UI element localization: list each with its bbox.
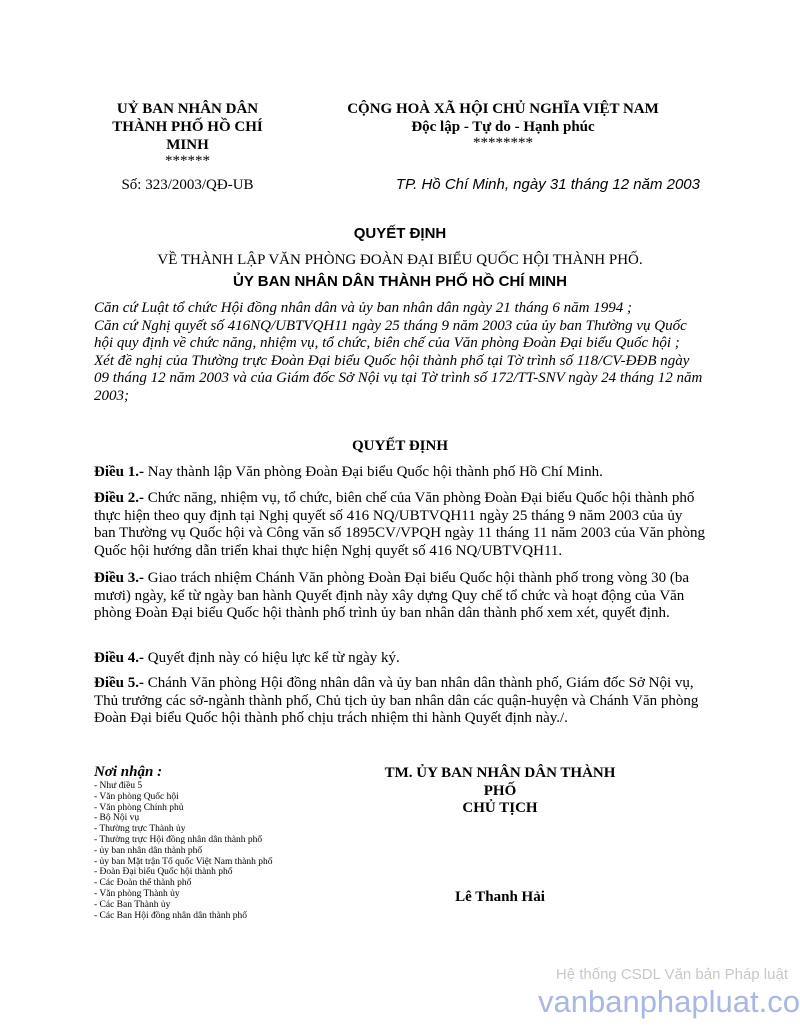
recipient-item: - ủy ban nhân dân thành phố (94, 845, 203, 856)
recipient-item: - Như điều 5 (94, 781, 143, 791)
watermark-site: vanbanphapluat.co (537, 984, 800, 1019)
article-4 (94, 650, 706, 668)
recipient-item: - Các Ban Thành ủy (94, 899, 171, 910)
article-text: Giao trách nhiệm Chánh Văn phòng Đoàn Đại biểu Quốc hội thành phố trong vòng 30 (ba mươi) ngày, kể từ ngày ban hành Quyết định này xây dựng Quy chế tổ chức và hoạt động của Văn phòng Đoàn Đại biểu Quốc hội thành phố trình ủy ban nhân dân thành phố xem xét, quyết định. (94, 570, 690, 621)
article-3 (94, 570, 706, 623)
place-date: TP. Hồ Chí Minh, ngày 31 tháng 12 năm 2003 (395, 176, 700, 193)
recipient-item: - Văn phòng Quốc hội (94, 791, 179, 802)
article-text: Quyết định này có hiệu lực kể từ ngày ký. (144, 650, 400, 666)
recipient-item: - Thường trực Hội đồng nhân dân thành phố (94, 834, 263, 845)
article-text: Chánh Văn phòng Hội đồng nhân dân và ủy ban nhân dân thành phố, Giám đốc Sở Nội vụ, Thủ trưởng các sở-ngành thành phố, Chủ tịch ủy ban nhân dân các quận-huyện và Chánh Văn phòng Đoàn Đại biểu Quốc hội thành phố chịu trách nhiệm thi hành Quyết định này./. (94, 675, 699, 726)
national-motto: Độc lập - Tự do - Hạnh phúc (411, 119, 595, 135)
authority-stars: ****** (165, 153, 210, 169)
signer-name: Lê Thanh Hải (455, 889, 545, 905)
recipient-item: - Văn phòng Thành ủy (94, 888, 180, 899)
article-1 (94, 464, 706, 482)
article-text: Nay thành lập Văn phòng Đoàn Đại biểu Quốc hội thành phố Hồ Chí Minh. (144, 464, 603, 480)
document-number: Số: 323/2003/QĐ-UB (121, 177, 254, 193)
article-label: Điều 3.- (94, 570, 144, 586)
decision-heading: QUYẾT ĐỊNH (352, 438, 448, 454)
recipient-item: - Văn phòng Chính phủ (94, 802, 184, 813)
article-2 (94, 490, 706, 560)
document-title: QUYẾT ĐỊNH (353, 225, 447, 242)
issuing-authority: UỶ BAN NHÂN DÂN THÀNH PHỐ HỒ CHÍ MINH (112, 101, 263, 153)
signature-org: TM. ỦY BAN NHÂN DÂN THÀNH PHỐ (384, 765, 616, 799)
recipients-list (94, 781, 354, 921)
article-label: Điều 4.- (94, 650, 144, 666)
recipients-heading: Nơi nhận : (94, 764, 163, 780)
article-label: Điều 5.- (94, 675, 144, 691)
motto-stars: ******** (473, 135, 533, 151)
issuer-name: ỦY BAN NHÂN DÂN THÀNH PHỐ HỒ CHÍ MINH (233, 273, 567, 290)
article-label: Điều 2.- (94, 490, 144, 506)
recipient-item: - Đoàn Đại biểu Quốc hội thành phố (94, 867, 233, 878)
article-label: Điều 1.- (94, 464, 144, 480)
recipient-item: - ủy ban Mặt trận Tổ quốc Việt Nam thành phố (94, 856, 273, 867)
article-5 (94, 675, 706, 728)
recipient-item: - Các Đoàn thể thành phố (94, 878, 192, 889)
recipient-item: - Bộ Nội vụ (94, 813, 140, 824)
preamble: Căn cứ Luật tổ chức Hội đồng nhân dân và ủy ban nhân dân ngày 21 tháng 6 năm 1994 ; Căn cứ Nghị quyết số 416NQ/UBTVQH11 ngày 25 tháng 9 năm 2003 của ủy ban Thường vụ Quốc hội quy định về chức năng, nhiệm vụ, tổ chức, biên chế của Văn phòng Đoàn Đại biểu Quốc hội ; Xét đề nghị của Thường trực Đoàn Đại biểu Quốc hội thành phố tại Tờ trình số 118/CV-ĐĐB ngày 09 tháng 12 năm 2003 và của Giám đốc Sở Nội vụ tại Tờ trình số 172/TT-SNV ngày 24 tháng 12 năm 2003; (94, 300, 703, 404)
recipient-item: - Các Ban Hội đồng nhân dân thành phố (94, 910, 248, 921)
watermark-caption: Hệ thống CSDL Văn bản Pháp luật (555, 966, 788, 983)
recipient-item: - Thường trực Thành ủy (94, 824, 186, 835)
signature-position: CHỦ TỊCH (462, 800, 538, 816)
country-name: CỘNG HOÀ XÃ HỘI CHỦ NGHĨA VIỆT NAM (347, 101, 659, 117)
document-subject: VỀ THÀNH LẬP VĂN PHÒNG ĐOÀN ĐẠI BIỂU QUỐC HỘI THÀNH PHỐ. (157, 252, 643, 268)
article-text: Chức năng, nhiệm vụ, tổ chức, biên chế của Văn phòng Đoàn Đại biểu Quốc hội thành phố thực hiện theo quy định tại Nghị quyết số 416 NQ/UBTVQH11 ngày 25 tháng 9 năm 2003 của ủy ban Thường vụ Quốc hội và Công văn số 1895CV/VPQH ngày 11 tháng 11 năm 2003 của Văn phòng Quốc hội hướng dẫn triển khai thực hiện Nghị quyết số 416 NQ/UBTVQH11. (94, 490, 706, 559)
